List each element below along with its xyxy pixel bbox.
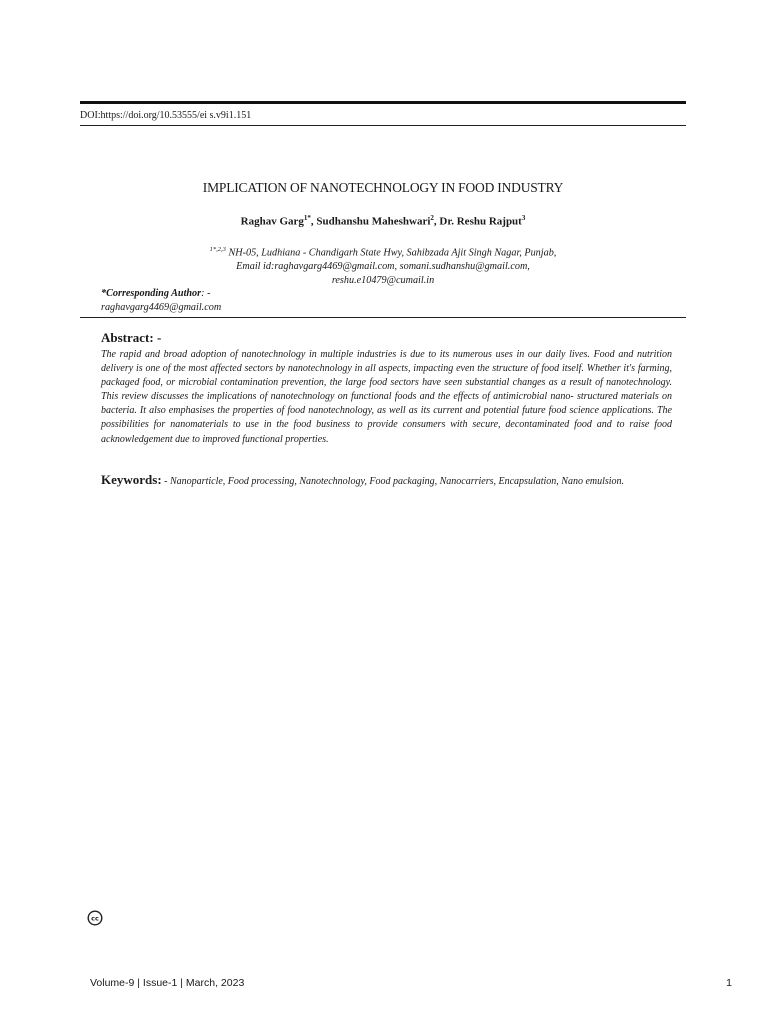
keywords-label: Keywords: — [101, 472, 162, 487]
corresponding-author-email[interactable]: raghavgarg4469@gmail.com — [101, 302, 222, 313]
author-list — [80, 214, 686, 228]
corresponding-author-suffix: : - — [201, 288, 211, 299]
affiliation-emails-continued[interactable]: reshu.e10479@cumail.in — [331, 275, 435, 287]
doi-link[interactable]: DOI:https://doi.org/10.53555/ei s.v9i1.151 — [80, 110, 252, 121]
affiliation-superscript: 1*,2,3 — [209, 246, 226, 253]
top-rule — [80, 101, 686, 104]
author-superscript: 2 — [430, 214, 434, 222]
author-superscript: 1* — [303, 214, 311, 222]
affiliation-address: NH-05, Ludhiana - Chandigarh State Hwy, Sahibzada Ajit Singh Nagar, Punjab, — [225, 247, 557, 259]
affiliation-block — [80, 243, 686, 288]
author-name: Sudhanshu Maheshwari — [316, 215, 431, 228]
page-number: 1 — [726, 977, 732, 989]
author-name: Dr. Reshu Rajput — [439, 215, 522, 228]
author-name: Raghav Garg — [240, 215, 304, 228]
keywords-text: Nanoparticle, Food processing, Nanotechnology, Food packaging, Nanocarriers, Encapsulation, Nano emulsion. — [170, 476, 625, 487]
keywords-dash: - — [161, 476, 171, 487]
affiliation-emails[interactable]: Email id:raghavgarg4469@gmail.com, somani.sudhanshu@gmail.com, — [236, 261, 530, 273]
footer-issue: Volume-9 | Issue-1 | March, 2023 — [90, 977, 245, 989]
abstract-heading: Abstract: - — [101, 330, 162, 345]
author-separator: , — [310, 215, 317, 228]
section-rule — [80, 317, 686, 318]
creative-commons-glyph: cc — [91, 914, 99, 923]
paper-title: IMPLICATION OF NANOTECHNOLOGY IN FOOD INDUSTRY — [202, 180, 564, 195]
keywords-block — [101, 473, 672, 489]
corresponding-author — [101, 287, 221, 315]
author-superscript: 3 — [521, 214, 526, 222]
abstract-text: The rapid and broad adoption of nanotechnology in multiple industries is due to its numerous uses in our daily lives. Food and nutrition delivery is one of the most affected sectors by nanotechnology in all aspects, impacting even the structure of food itself. Whether it's farming, packaged food, or microbial contamination prevention, the large food sectors have seen substantial changes as a result of nanotechnology. This review discusses the implications of nanotechnology on functional foods and the effects of antimicrobial nano- structured materials on bacteria. It also emphasises the properties of food nanotechnology, as well as its current and potential future food science applications. The possibilities for nanomaterials to use in the food business to provide consumers with secure, decontaminated food and to raise food acknowledgement due to improved functional properties. — [101, 349, 672, 445]
corresponding-author-label: *Corresponding Author — [101, 288, 202, 299]
creative-commons-icon[interactable] — [87, 910, 103, 926]
doi-rule — [80, 125, 686, 126]
author-separator: , — [433, 215, 440, 228]
